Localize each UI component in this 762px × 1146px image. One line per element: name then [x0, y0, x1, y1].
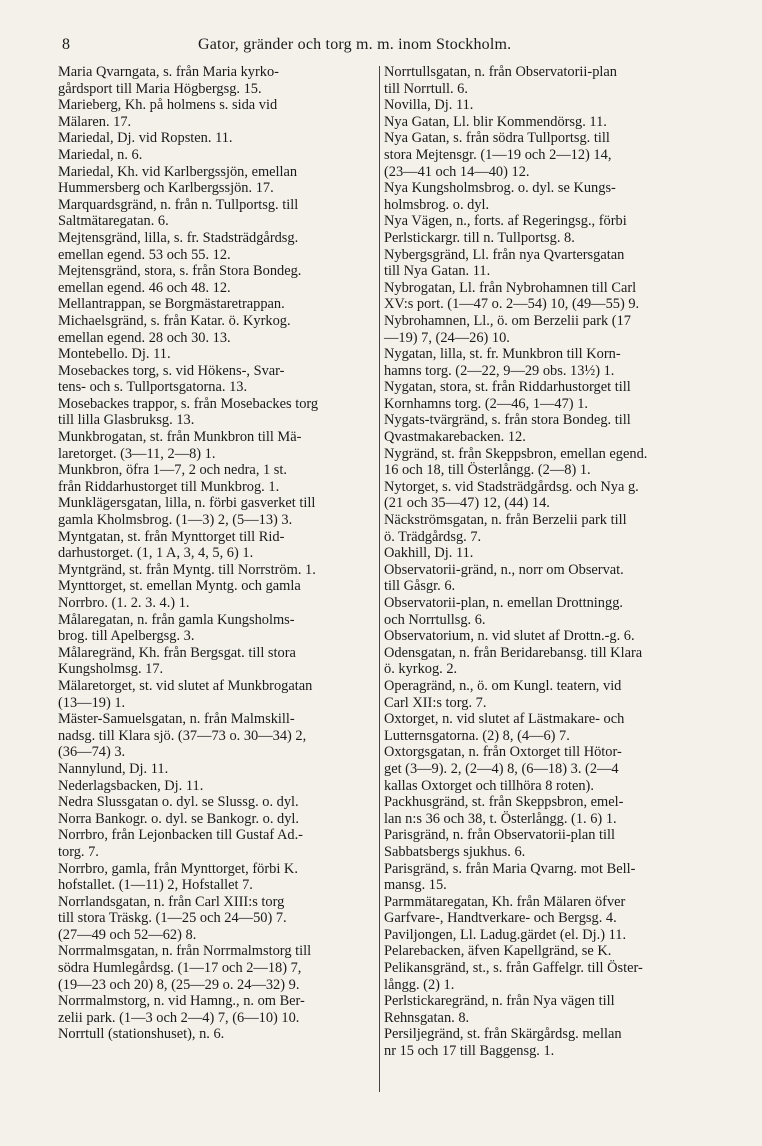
street-entry: Nya Gatan, s. från södra Tullportsg. till stora Mejtensgr. (1—19 och 2—12) 14, (23—41 och 14—40) 12.: [384, 130, 612, 180]
street-entry: Marieberg, Kh. på holmens s. sida vid Mälaren. 17.: [58, 97, 278, 130]
street-entry: Mejtensgränd, stora, s. från Stora Bondeg. emellan egend. 46 och 48. 12.: [58, 263, 302, 296]
street-entry: Mariedal, Dj. vid Ropsten. 11.: [58, 130, 233, 147]
street-entry: Munkbrogatan, st. från Munkbron till Mä- laretorget. (3—11, 2—8) 1.: [58, 429, 302, 462]
street-entry: Novilla, Dj. 11.: [384, 97, 474, 114]
street-entry: Packhusgränd, st. från Skeppsbron, emel- lan n:s 36 och 38, t. Österlångg. (1. 6) 1.: [384, 794, 624, 827]
street-entry: Persiljegränd, st. från Skärgårdsg. mellan nr 15 och 17 till Baggensg. 1.: [384, 1026, 622, 1060]
street-entry: Nybrogatan, Ll. från Nybrohamnen till Carl XV:s port. (1—47 o. 2—54) 10, (49—55) 9.: [384, 279, 640, 313]
street-entry: Näckströmsgatan, n. från Berzelii park till ö. Trädgårdsg. 7.: [384, 512, 627, 545]
street-entry: Mosebackes torg, s. vid Hökens-, Svar- tens- och s. Tullportsgatorna. 13.: [58, 362, 285, 396]
street-entry: Parisgränd, s. från Maria Qvarng. mot Bell- mansg. 15.: [384, 860, 636, 894]
street-entry: Norrmalmsgatan, n. från Norrmalmstorg till södra Humlegårdsg. (1—17 och 2—18) 7, (19—23 och 20) 8, (25—29 o. 24—32) 9.: [58, 943, 312, 993]
street-entry: Nedra Slussgatan o. dyl. se Slussg. o. dyl.: [58, 794, 299, 811]
street-entry: Parisgränd, n. från Observatorii-plan till Sabbatsbergs sjukhus. 6.: [384, 827, 615, 860]
street-entry: Mäster-Samuelsgatan, n. från Malmskill- nadsg. till Klara sjö. (37—73 o. 30—34) 2, (36—74) 3.: [58, 711, 307, 761]
street-entry: Paviljongen, Ll. Ladug.gärdet (el. Dj.) 11.: [384, 926, 627, 943]
street-entry: Nytorget, s. vid Stadsträdgårdsg. och Nya g. (21 och 35—47) 12, (44) 14.: [384, 478, 639, 512]
street-entry: Mellantrappan, se Borgmästaretrappan.: [58, 296, 285, 313]
street-entry: Maria Qvarngata, s. från Maria kyrko- gårdsport till Maria Högbergsg. 15.: [58, 64, 279, 97]
left-column: [58, 64, 376, 1043]
street-entry: Mynttorget, st. emellan Myntg. och gamla Norrbro. (1. 2. 3. 4.) 1.: [58, 578, 301, 611]
street-entry: Nygatan, stora, st. från Riddarhustorget till Kornhamns torg. (2—46, 1—47) 1.: [384, 379, 631, 412]
street-entry: Norrbro, gamla, från Mynttorget, förbi K. hofstallet. (1—11) 2, Hofstallet 7.: [58, 860, 298, 894]
street-entry: Nybergsgränd, Ll. från nya Qvartersgatan till Nya Gatan. 11.: [384, 246, 625, 280]
street-entry: Mariedal, Kh. vid Karlbergssjön, emellan Hummersberg och Karlbergssjön. 17.: [58, 163, 298, 197]
page-header: [58, 34, 718, 56]
street-entry: Odensgatan, n. från Beridarebansg. till Klara ö. kyrkog. 2.: [384, 644, 643, 678]
street-entry: Perlstickaregränd, n. från Nya vägen till Rehnsgatan. 8.: [384, 993, 615, 1026]
right-column: [384, 64, 754, 1060]
street-entry: Observatorii-plan, n. emellan Drottningg. och Norrtullsg. 6.: [384, 595, 623, 628]
street-entry: Pelarebacken, äfven Kapellgränd, se K.: [384, 943, 612, 960]
street-entry: Nygränd, st. från Skeppsbron, emellan egend. 16 och 18, till Österlångg. (2—8) 1.: [384, 445, 648, 479]
street-entry: Nannylund, Dj. 11.: [58, 760, 169, 777]
street-entry: Pelikansgränd, st., s. från Gaffelgr. till Öster- långg. (2) 1.: [384, 960, 643, 993]
street-entry: Nygatan, lilla, st. fr. Munkbron till Korn- hamns torg. (2—22, 9—29 obs. 13½) 1.: [384, 346, 621, 379]
street-entry: Norra Bankogr. o. dyl. se Bankogr. o. dyl.: [58, 810, 300, 827]
street-entry: Målaregatan, n. från gamla Kungsholms- brog. till Apelbergsg. 3.: [58, 611, 295, 645]
page-number: 8: [62, 36, 70, 53]
street-entry: Nederlagsbacken, Dj. 11.: [58, 777, 204, 794]
street-entry: Nya Gatan, Ll. blir Kommendörsg. 11.: [384, 113, 607, 130]
street-entry: Norrbro, från Lejonbacken till Gustaf Ad.- torg. 7.: [58, 827, 303, 860]
street-entry: Nya Kungsholmsbrog. o. dyl. se Kungs- holmsbrog. o. dyl.: [384, 180, 616, 213]
street-entry: Oxtorget, n. vid slutet af Lästmakare- och Lutternsgatorna. (2) 8, (4—6) 7.: [384, 711, 625, 744]
street-entry: Parmmätaregatan, Kh. från Mälaren öfver Garfvare-, Handtverkare- och Bergsg. 4.: [384, 893, 626, 927]
street-entry: Observatorii-gränd, n., norr om Observat. till Gåsgr. 6.: [384, 561, 624, 595]
street-entry: Nygats-tvärgränd, s. från stora Bondeg. till Qvastmakarebacken. 12.: [384, 412, 631, 446]
column-divider: [379, 66, 380, 1092]
street-entry: Mosebackes trappor, s. från Mosebackes torg till lilla Glasbruksg. 13.: [58, 395, 319, 429]
street-entry: Operagränd, n., ö. om Kungl. teatern, vid Carl XII:s torg. 7.: [384, 677, 622, 711]
street-entry: Mälaretorget, st. vid slutet af Munkbrogatan (13—19) 1.: [58, 677, 313, 711]
street-entry: Norrmalmstorg, n. vid Hamng., n. om Ber- zelii park. (1—3 och 2—4) 7, (6—10) 10.: [58, 993, 305, 1026]
running-title: Gator, gränder och torg m. m. inom Stockholm.: [198, 36, 512, 53]
street-entry: Nya Vägen, n., forts. af Regeringsg., förbi Perlstickargr. till n. Tullportsg. 8.: [384, 213, 627, 246]
street-entry: Munkbron, öfra 1—7, 2 och nedra, 1 st. från Riddarhustorget till Munkbrog. 1.: [58, 462, 288, 495]
street-entry: Michaelsgränd, s. från Katar. ö. Kyrkog. emellan egend. 28 och 30. 13.: [58, 312, 291, 346]
street-entry: Nybrohamnen, Ll., ö. om Berzelii park (17 —19) 7, (24—26) 10.: [384, 312, 631, 346]
street-entry: Munklägersgatan, lilla, n. förbi gasverket till gamla Kholmsbrog. (1—3) 2, (5—13) 3.: [58, 495, 316, 529]
street-entry: Montebello. Dj. 11.: [58, 346, 171, 363]
street-entry: Marquardsgränd, n. från n. Tullportsg. till Saltmätaregatan. 6.: [58, 196, 299, 230]
street-entry: Observatorium, n. vid slutet af Drottn.-g. 6.: [384, 628, 635, 645]
street-entry: Norrtull (stationshuset), n. 6.: [58, 1026, 225, 1043]
street-entry: Myntgränd, st. från Myntg. till Norrström. 1.: [58, 561, 316, 578]
street-entry: Målaregränd, Kh. från Bergsgat. till stora Kungsholmsg. 17.: [58, 644, 296, 678]
street-entry: Mejtensgränd, lilla, s. fr. Stadsträdgårdsg. emellan egend. 53 och 55. 12.: [58, 229, 299, 263]
street-entry: Myntgatan, st. från Mynttorget till Rid- darhustorget. (1, 1 A, 3, 4, 5, 6) 1.: [58, 528, 285, 562]
street-entry: Oxtorgsgatan, n. från Oxtorget till Hötor- get (3—9). 2, (2—4) 8, (6—18) 3. (2—4 kallas Oxtorget och tillhöra 8 roten).: [384, 744, 622, 794]
street-entry: Oakhill, Dj. 11.: [384, 545, 474, 562]
street-entry: Norrtullsgatan, n. från Observatorii-plan till Norrtull. 6.: [384, 64, 617, 97]
street-entry: Norrlandsgatan, n. från Carl XIII:s torg till stora Träskg. (1—25 och 24—50) 7. (27—49 och 52—62) 8.: [58, 893, 287, 943]
street-entry: Mariedal, n. 6.: [58, 146, 143, 163]
